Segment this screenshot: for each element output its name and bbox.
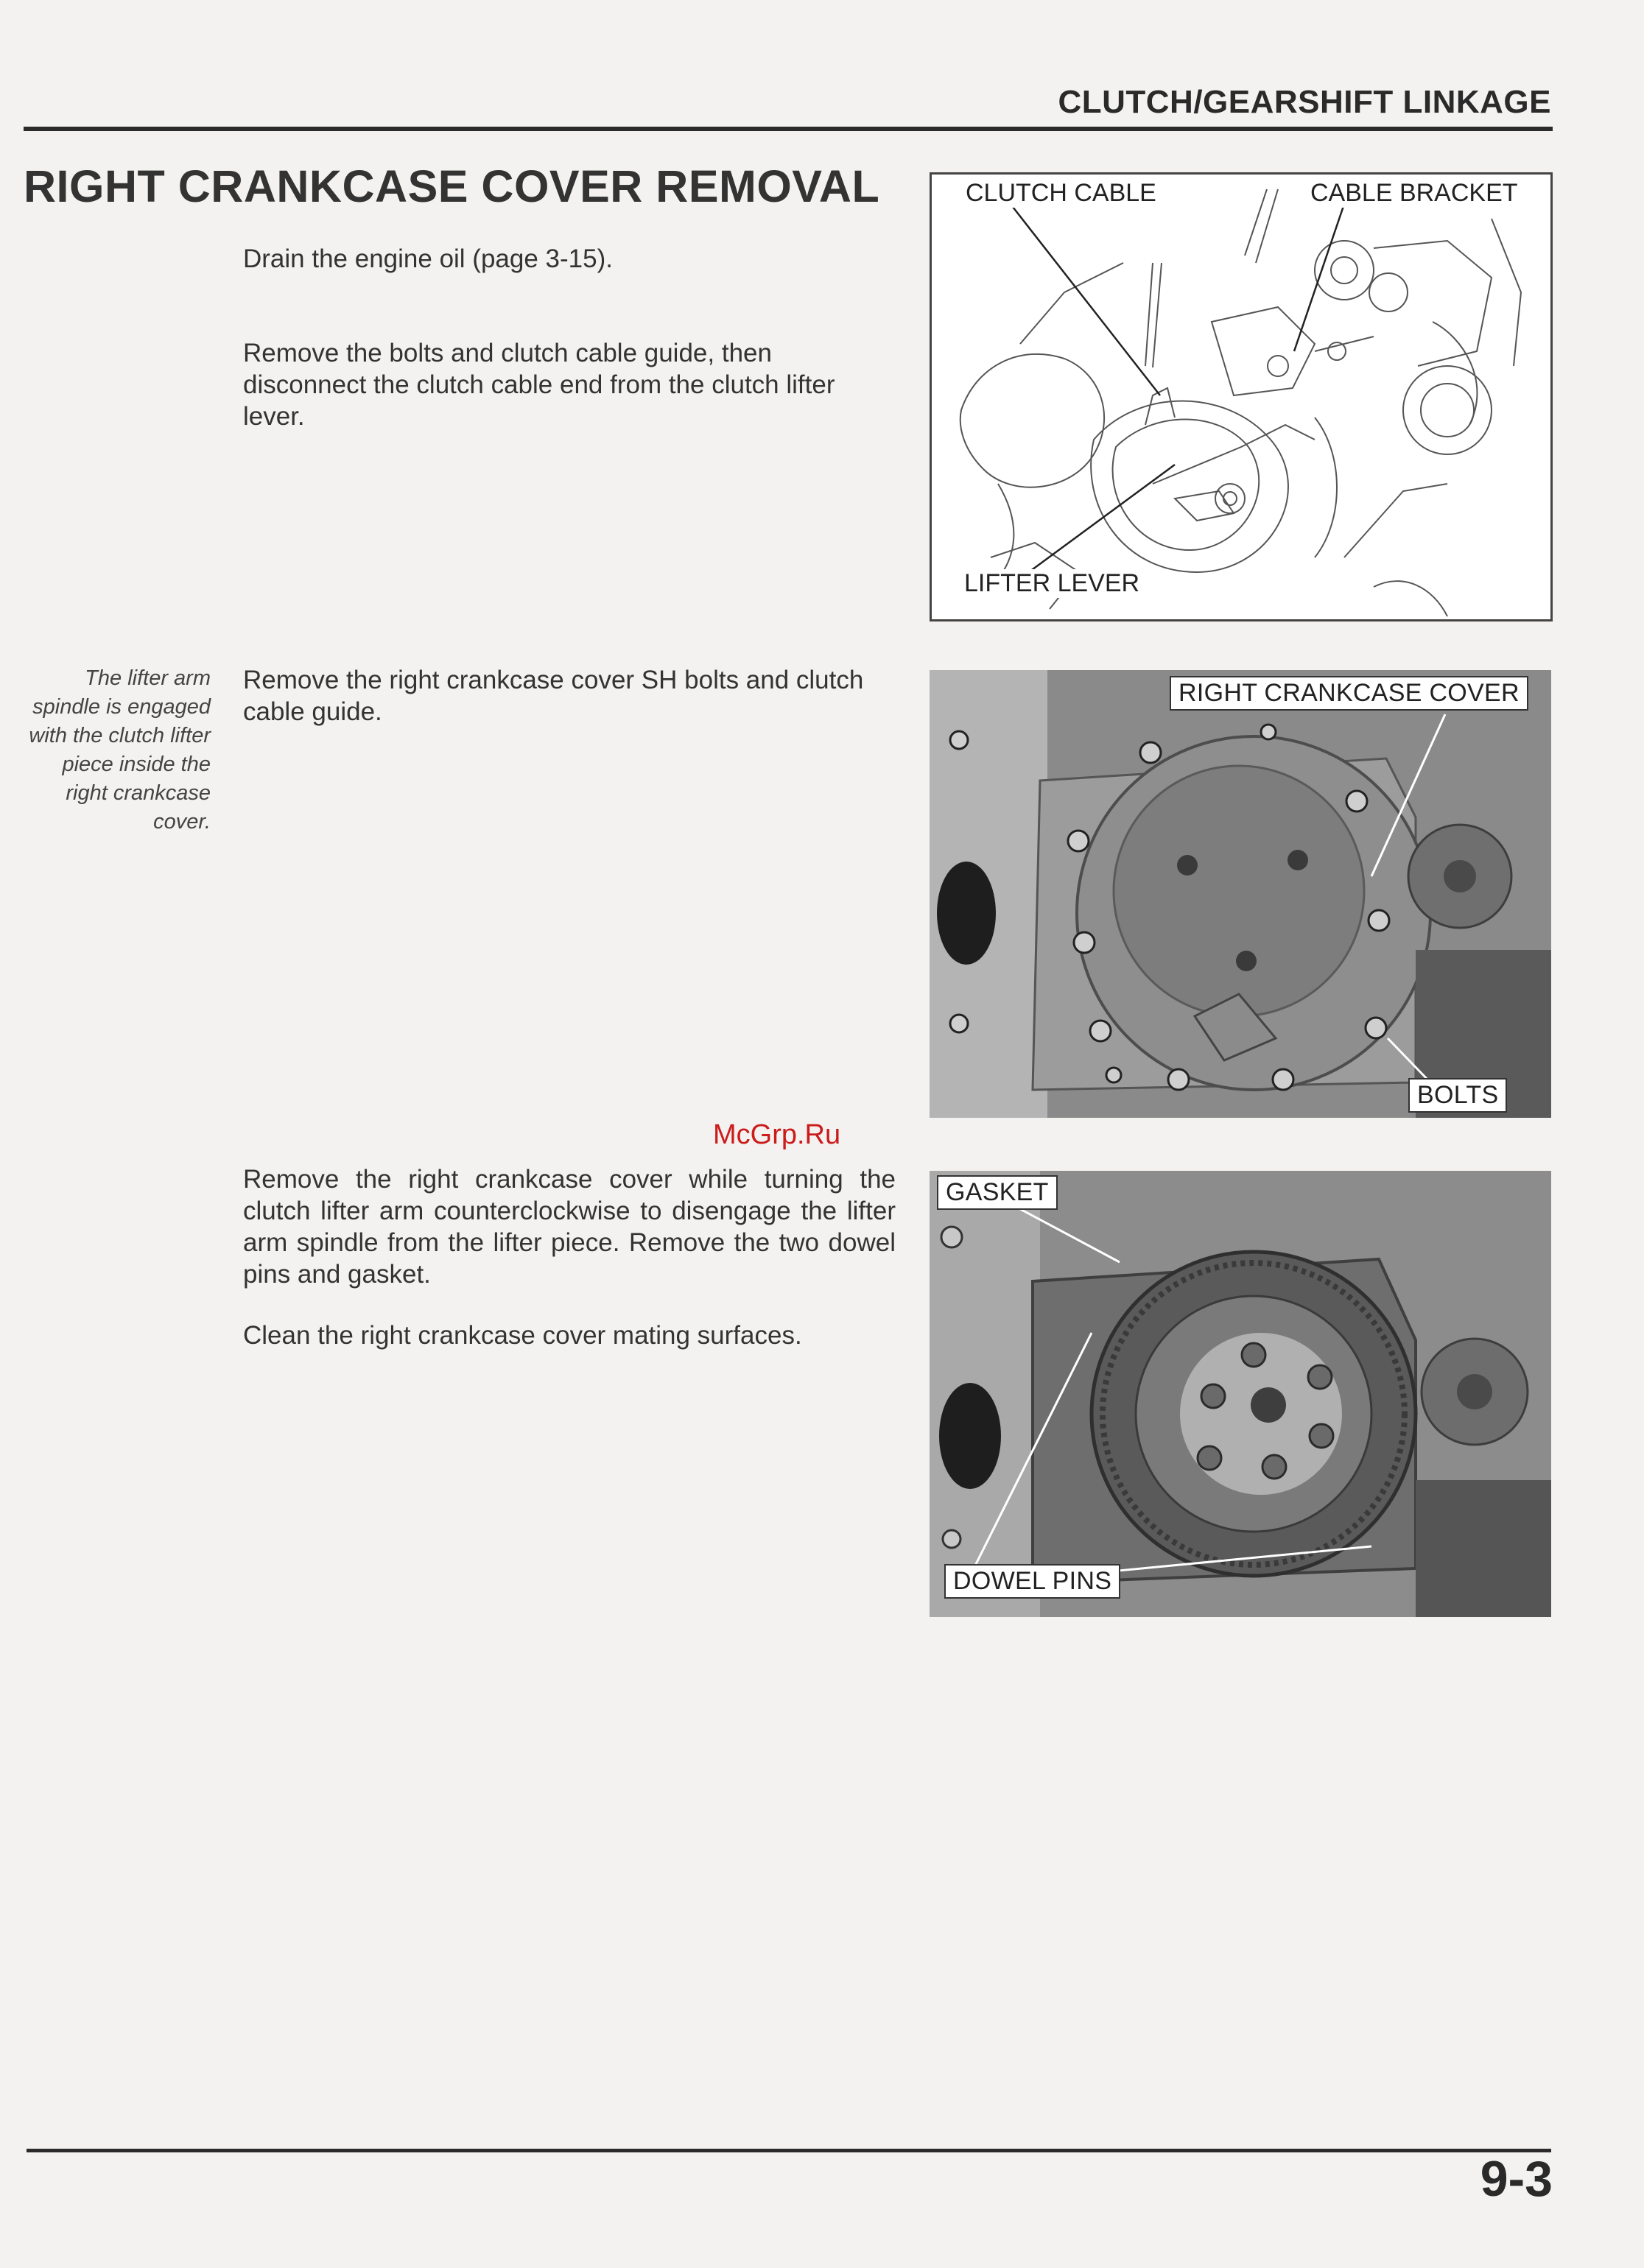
- label-cable-bracket: CABLE BRACKET: [1306, 179, 1522, 208]
- footer-rule: [27, 2149, 1551, 2152]
- label-bolts: BOLTS: [1408, 1078, 1507, 1113]
- label-lifter-lever: LIFTER LEVER: [960, 569, 1144, 598]
- label-dowel-pins: DOWEL PINS: [944, 1564, 1120, 1599]
- figure-crankcase-cover-photo: [930, 670, 1551, 1118]
- watermark: McGrp.Ru: [713, 1119, 841, 1150]
- step-disconnect-cable: Remove the bolts and clutch cable guide, then disconnect the clutch cable end from the clutch lifter lever.: [243, 339, 835, 431]
- step-clean-surfaces: Clean the right crankcase cover mating surfaces.: [243, 1321, 802, 1350]
- page-number: 9-3: [1480, 2151, 1553, 2207]
- figure-clutch-cable-drawing: [930, 172, 1553, 621]
- label-right-crankcase-cover: RIGHT CRANKCASE COVER: [1170, 676, 1528, 711]
- side-note: The lifter arm spindle is engaged with the clutch lifter piece inside the right crankcase cover.: [29, 666, 211, 834]
- figure-gasket-photo: [930, 1171, 1551, 1617]
- step-remove-cover: Remove the right crankcase cover while turning the clutch lifter arm counterclockwise to disengage the lifter arm spindle from the lifter piece. Remove the two dowel pins and gasket.: [243, 1165, 896, 1289]
- clutch-gasket-photo-art: [930, 1171, 1551, 1617]
- step-drain-oil: Drain the engine oil (page 3-15).: [243, 244, 613, 273]
- crankcase-cover-photo-art: [930, 670, 1551, 1118]
- engine-line-drawing: [932, 175, 1550, 619]
- label-clutch-cable: CLUTCH CABLE: [961, 179, 1161, 208]
- label-gasket: GASKET: [937, 1175, 1058, 1210]
- header-rule: [24, 127, 1553, 131]
- section-label: CLUTCH/GEARSHIFT LINKAGE: [1058, 84, 1551, 120]
- step-remove-bolts: Remove the right crankcase cover SH bolts and clutch cable guide.: [243, 666, 864, 726]
- page-title: RIGHT CRANKCASE COVER REMOVAL: [24, 161, 880, 211]
